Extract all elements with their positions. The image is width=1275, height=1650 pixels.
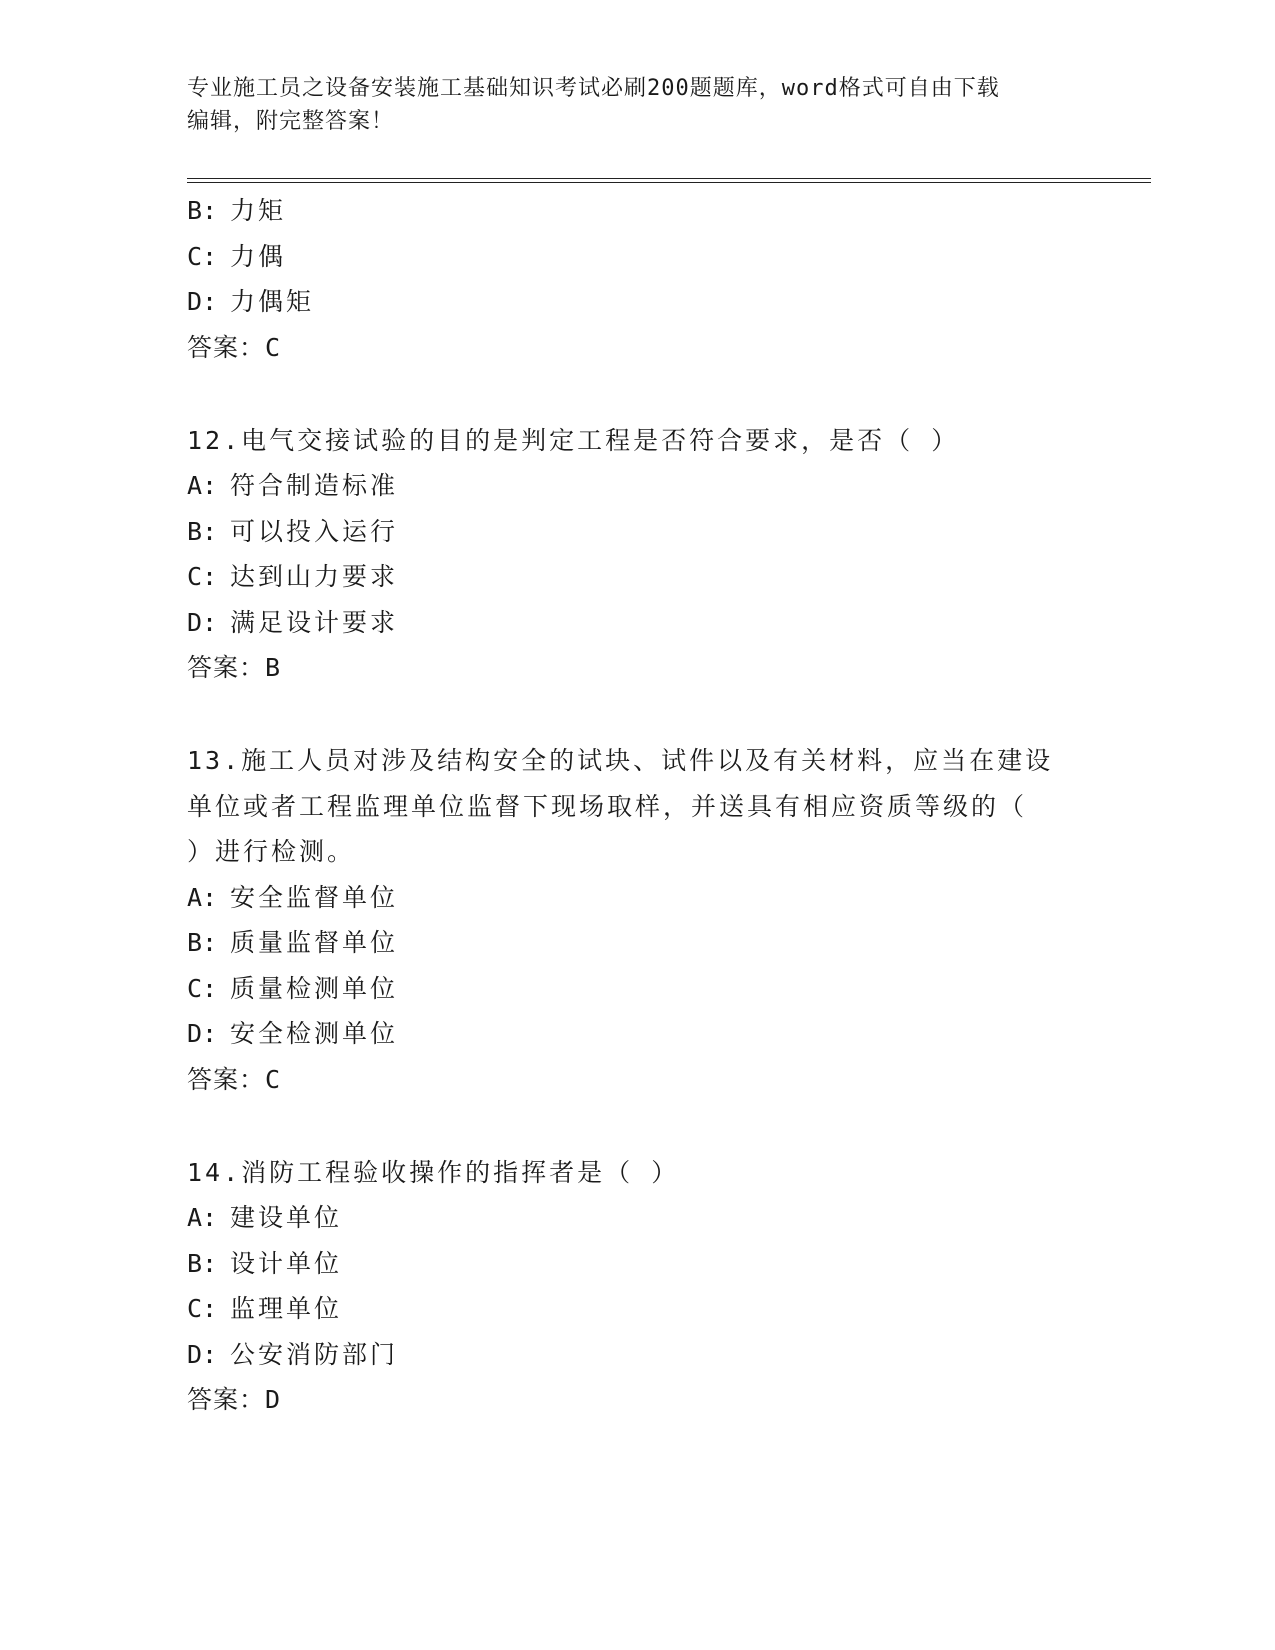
option-letter: C: [187,1294,218,1323]
question-14 [187,1150,1087,1424]
answer-line: 答案：B [187,653,282,682]
question-text-line-2: 单位或者工程监理单位监督下现场取样，并送具有相应资质等级的（ [187,791,1028,821]
option-text: 可以投入运行 [230,516,399,546]
question-13 [187,738,1087,1103]
option-letter: A: [187,471,218,500]
option-b [187,920,1087,966]
option-d [187,1332,1087,1378]
document-header [187,72,1087,138]
option-d [187,1011,1087,1057]
option-letter: B: [187,928,218,957]
option-d [187,600,1087,646]
option-a [187,463,1087,509]
option-c [187,554,1087,600]
spacer [187,691,1087,738]
option-letter: A: [187,882,218,912]
question-12 [187,418,1087,692]
option-text: 安全监督单位 [230,882,399,912]
option-letter: D: [187,607,218,637]
option-letter: A: [187,1203,218,1232]
question-11-tail [187,188,1087,371]
option-letter: B: [187,196,218,225]
option-c [187,234,1087,280]
option-a [187,875,1087,921]
spacer [187,1103,1087,1150]
option-b [187,1241,1087,1287]
option-text: 达到山力要求 [230,562,399,591]
question-text: 12.电气交接试验的目的是判定工程是否符合要求，是否（ ） [187,425,960,455]
option-letter: D: [187,1019,218,1048]
question-text: 14.消防工程验收操作的指挥者是（ ） [187,1157,680,1187]
option-letter: D: [187,287,218,316]
option-text: 力偶矩 [230,287,315,316]
option-text: 设计单位 [230,1248,343,1278]
header-line-1: 专业施工员之设备安装施工基础知识考试必刷200题题库，word格式可自由下载 [187,76,1000,101]
answer-line: 答案：D [187,1385,282,1414]
option-c [187,966,1087,1012]
option-text: 质量监督单位 [230,928,399,957]
option-letter: D: [187,1339,218,1369]
option-c [187,1286,1087,1332]
option-letter: C: [187,241,218,271]
option-letter: C: [187,562,218,591]
spacer [187,371,1087,418]
header-divider-top [187,178,1151,179]
option-letter: B: [187,1248,218,1278]
option-letter: C: [187,973,218,1003]
option-text: 监理单位 [230,1294,343,1323]
question-text-line-1: 13.施工人员对涉及结构安全的试块、试件以及有关材料，应当在建设 [187,746,1054,775]
answer-line: 答案：C [187,332,282,362]
option-a [187,1195,1087,1241]
option-text: 力偶 [230,241,287,271]
option-b [187,188,1087,234]
option-d [187,279,1087,325]
question-text-line-3: ）进行检测。 [187,837,356,866]
option-text: 符合制造标准 [230,471,399,500]
header-line-2: 编辑，附完整答案！ [187,109,395,134]
option-b [187,509,1087,555]
option-text: 公安消防部门 [230,1339,399,1369]
header-divider-bottom [187,182,1151,183]
option-text: 满足设计要求 [230,607,399,637]
answer-line: 答案：C [187,1064,282,1094]
option-letter: B: [187,516,218,546]
question-list [187,188,1087,1423]
option-text: 力矩 [230,196,287,225]
option-text: 质量检测单位 [230,973,399,1003]
option-text: 安全检测单位 [230,1019,399,1048]
option-text: 建设单位 [230,1203,343,1232]
